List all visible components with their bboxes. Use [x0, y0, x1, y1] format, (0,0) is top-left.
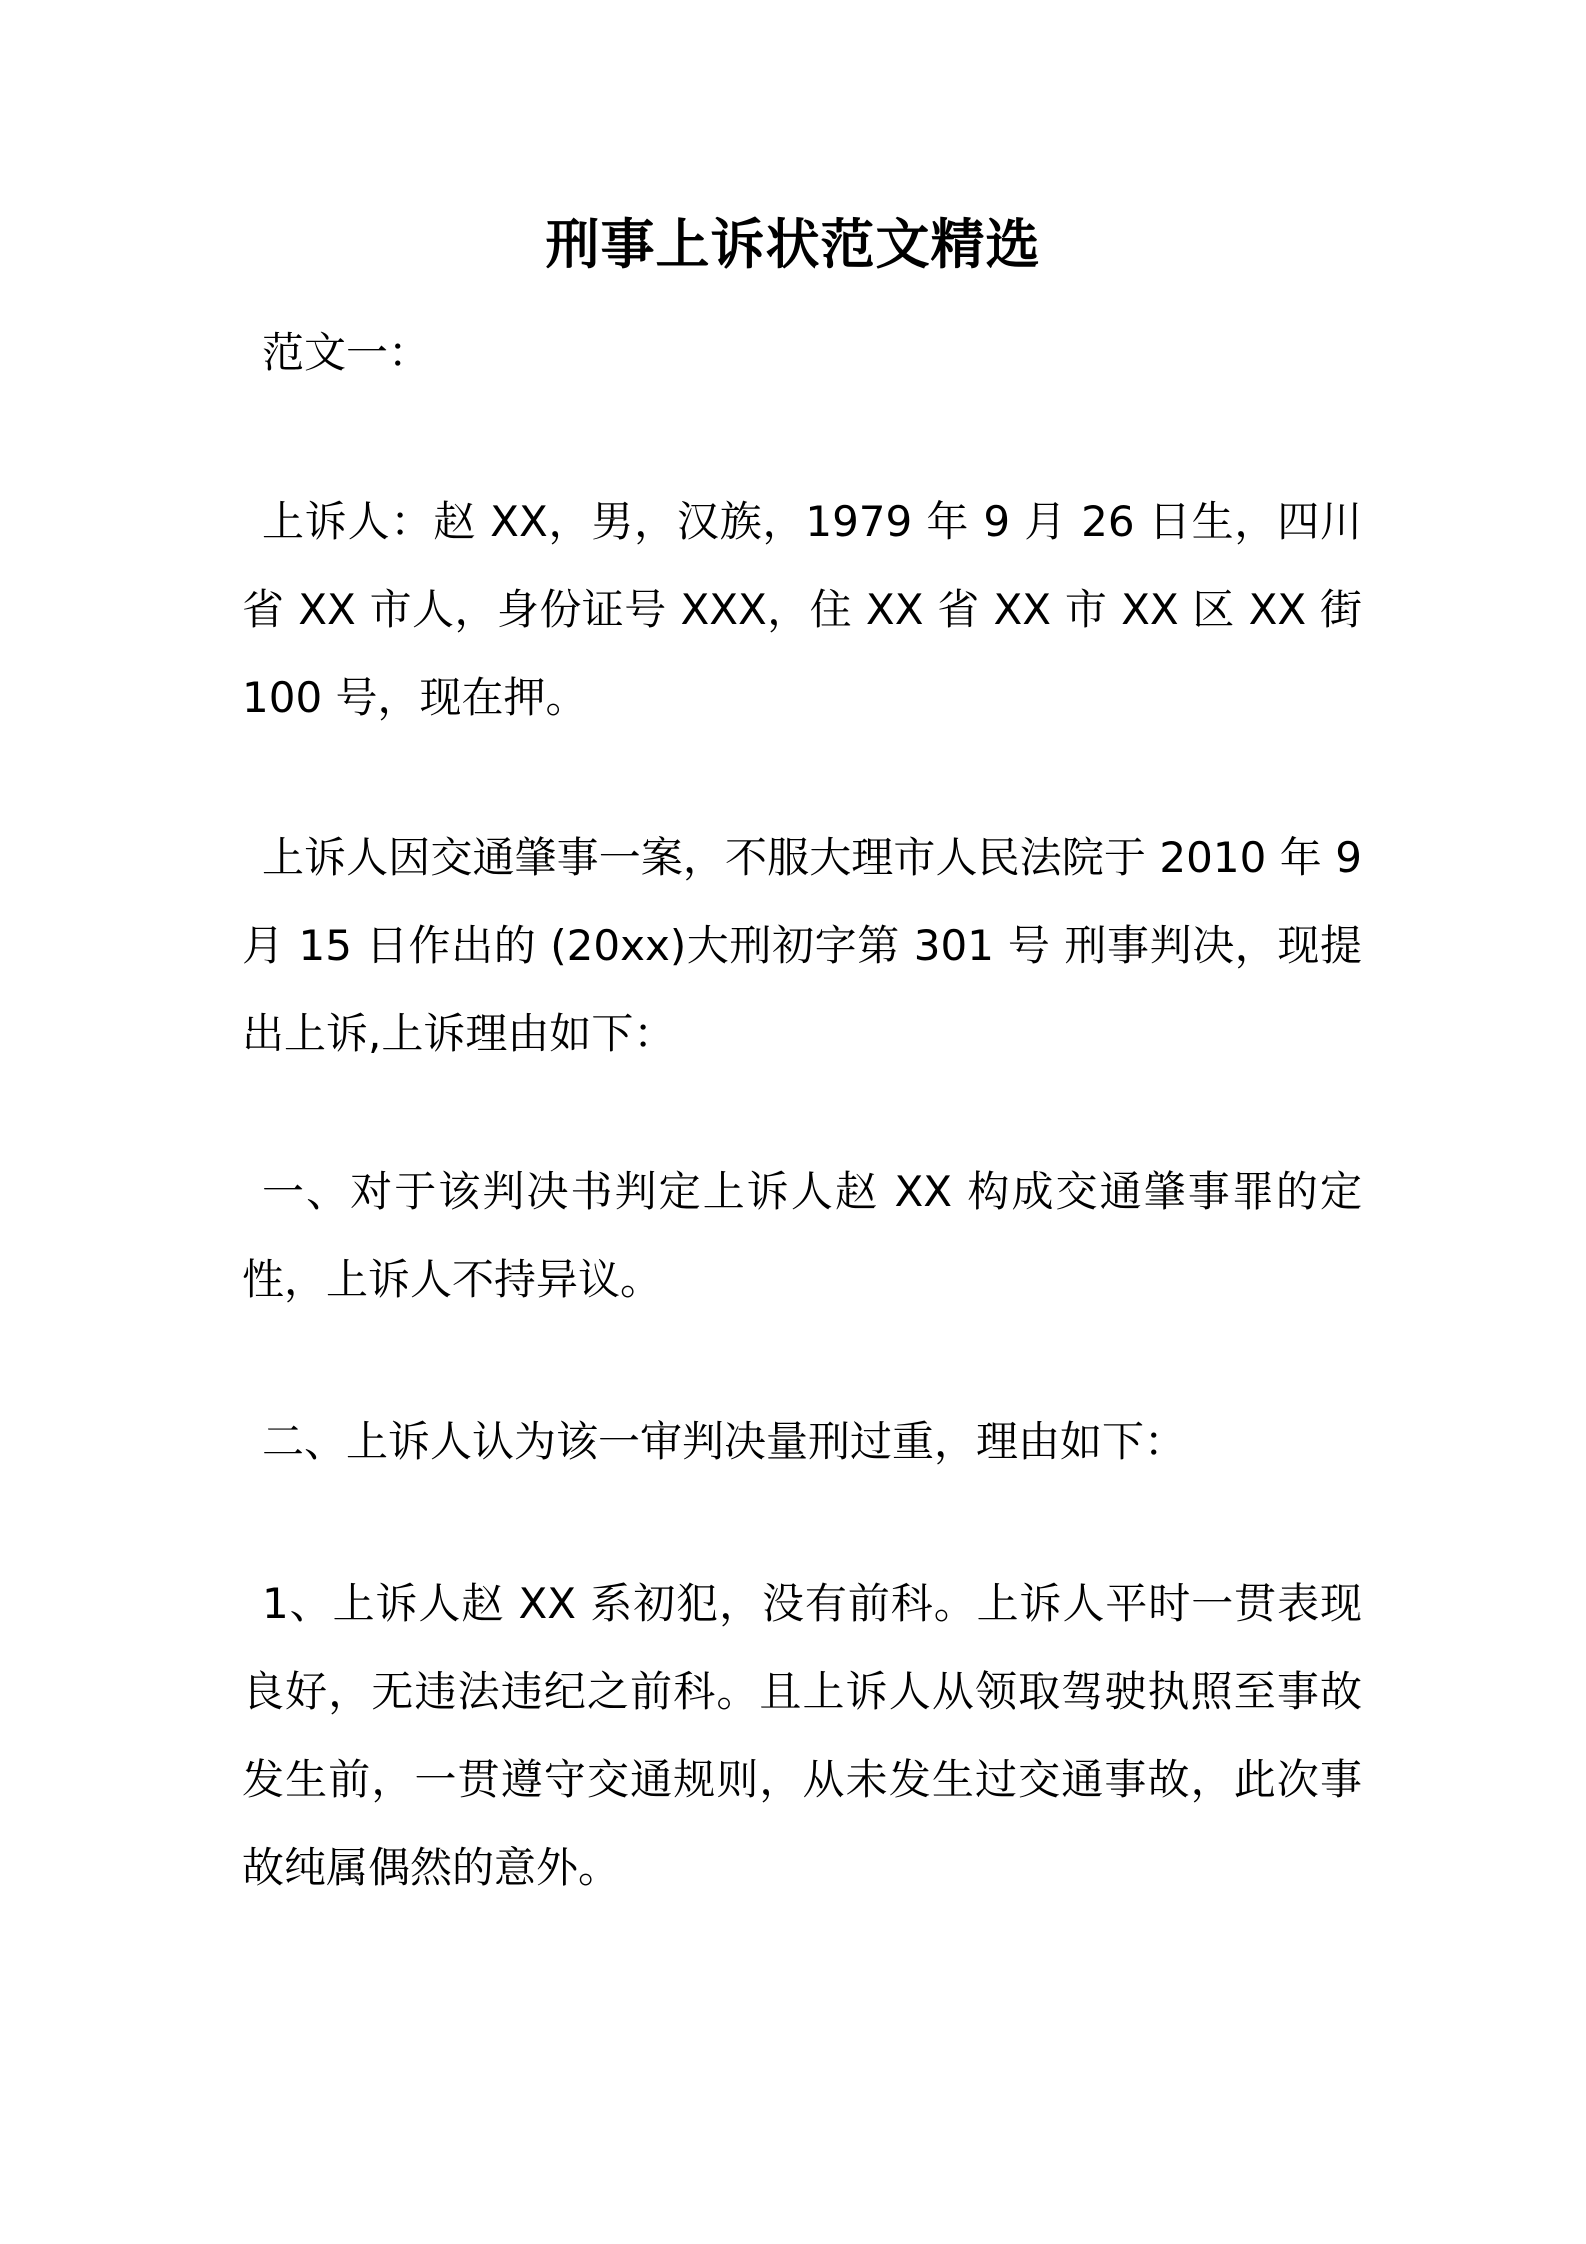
document-title: 刑事上诉状范文精选 — [545, 213, 1041, 276]
paragraph-reason-one: 1、上诉人赵 XX 系初犯，没有前科。上诉人平时一贯表现良好，无违法违纪之前科。且上诉人从领取驾驶执照至事故发生前，一贯遵守交通规则，从未发生过交通事故，此次事故纯属偶然的意外。 — [242, 1579, 1362, 1892]
paragraph-point-one: 一、对于该判决书判定上诉人赵 XX 构成交通肇事罪的定性，上诉人不持异议。 — [242, 1167, 1362, 1304]
paragraph-appeal-statement: 上诉人因交通肇事一案，不服大理市人民法院于 2010 年 9 月 15 日作出的 (20xx)大刑初字第 301 号 刑事判决，现提出上诉,上诉理由如下： — [242, 833, 1362, 1058]
section-label: 范文一： — [262, 328, 431, 377]
paragraph-appellant-info: 上诉人：赵 XX，男，汉族，1979 年 9 月 26 日生，四川省 XX 市人，身份证号 XXX，住 XX 省 XX 市 XX 区 XX 街 100 号，现在押。 — [242, 497, 1362, 722]
paragraph-point-two: 二、上诉人认为该一审判决量刑过重，理由如下： — [262, 1417, 1187, 1466]
